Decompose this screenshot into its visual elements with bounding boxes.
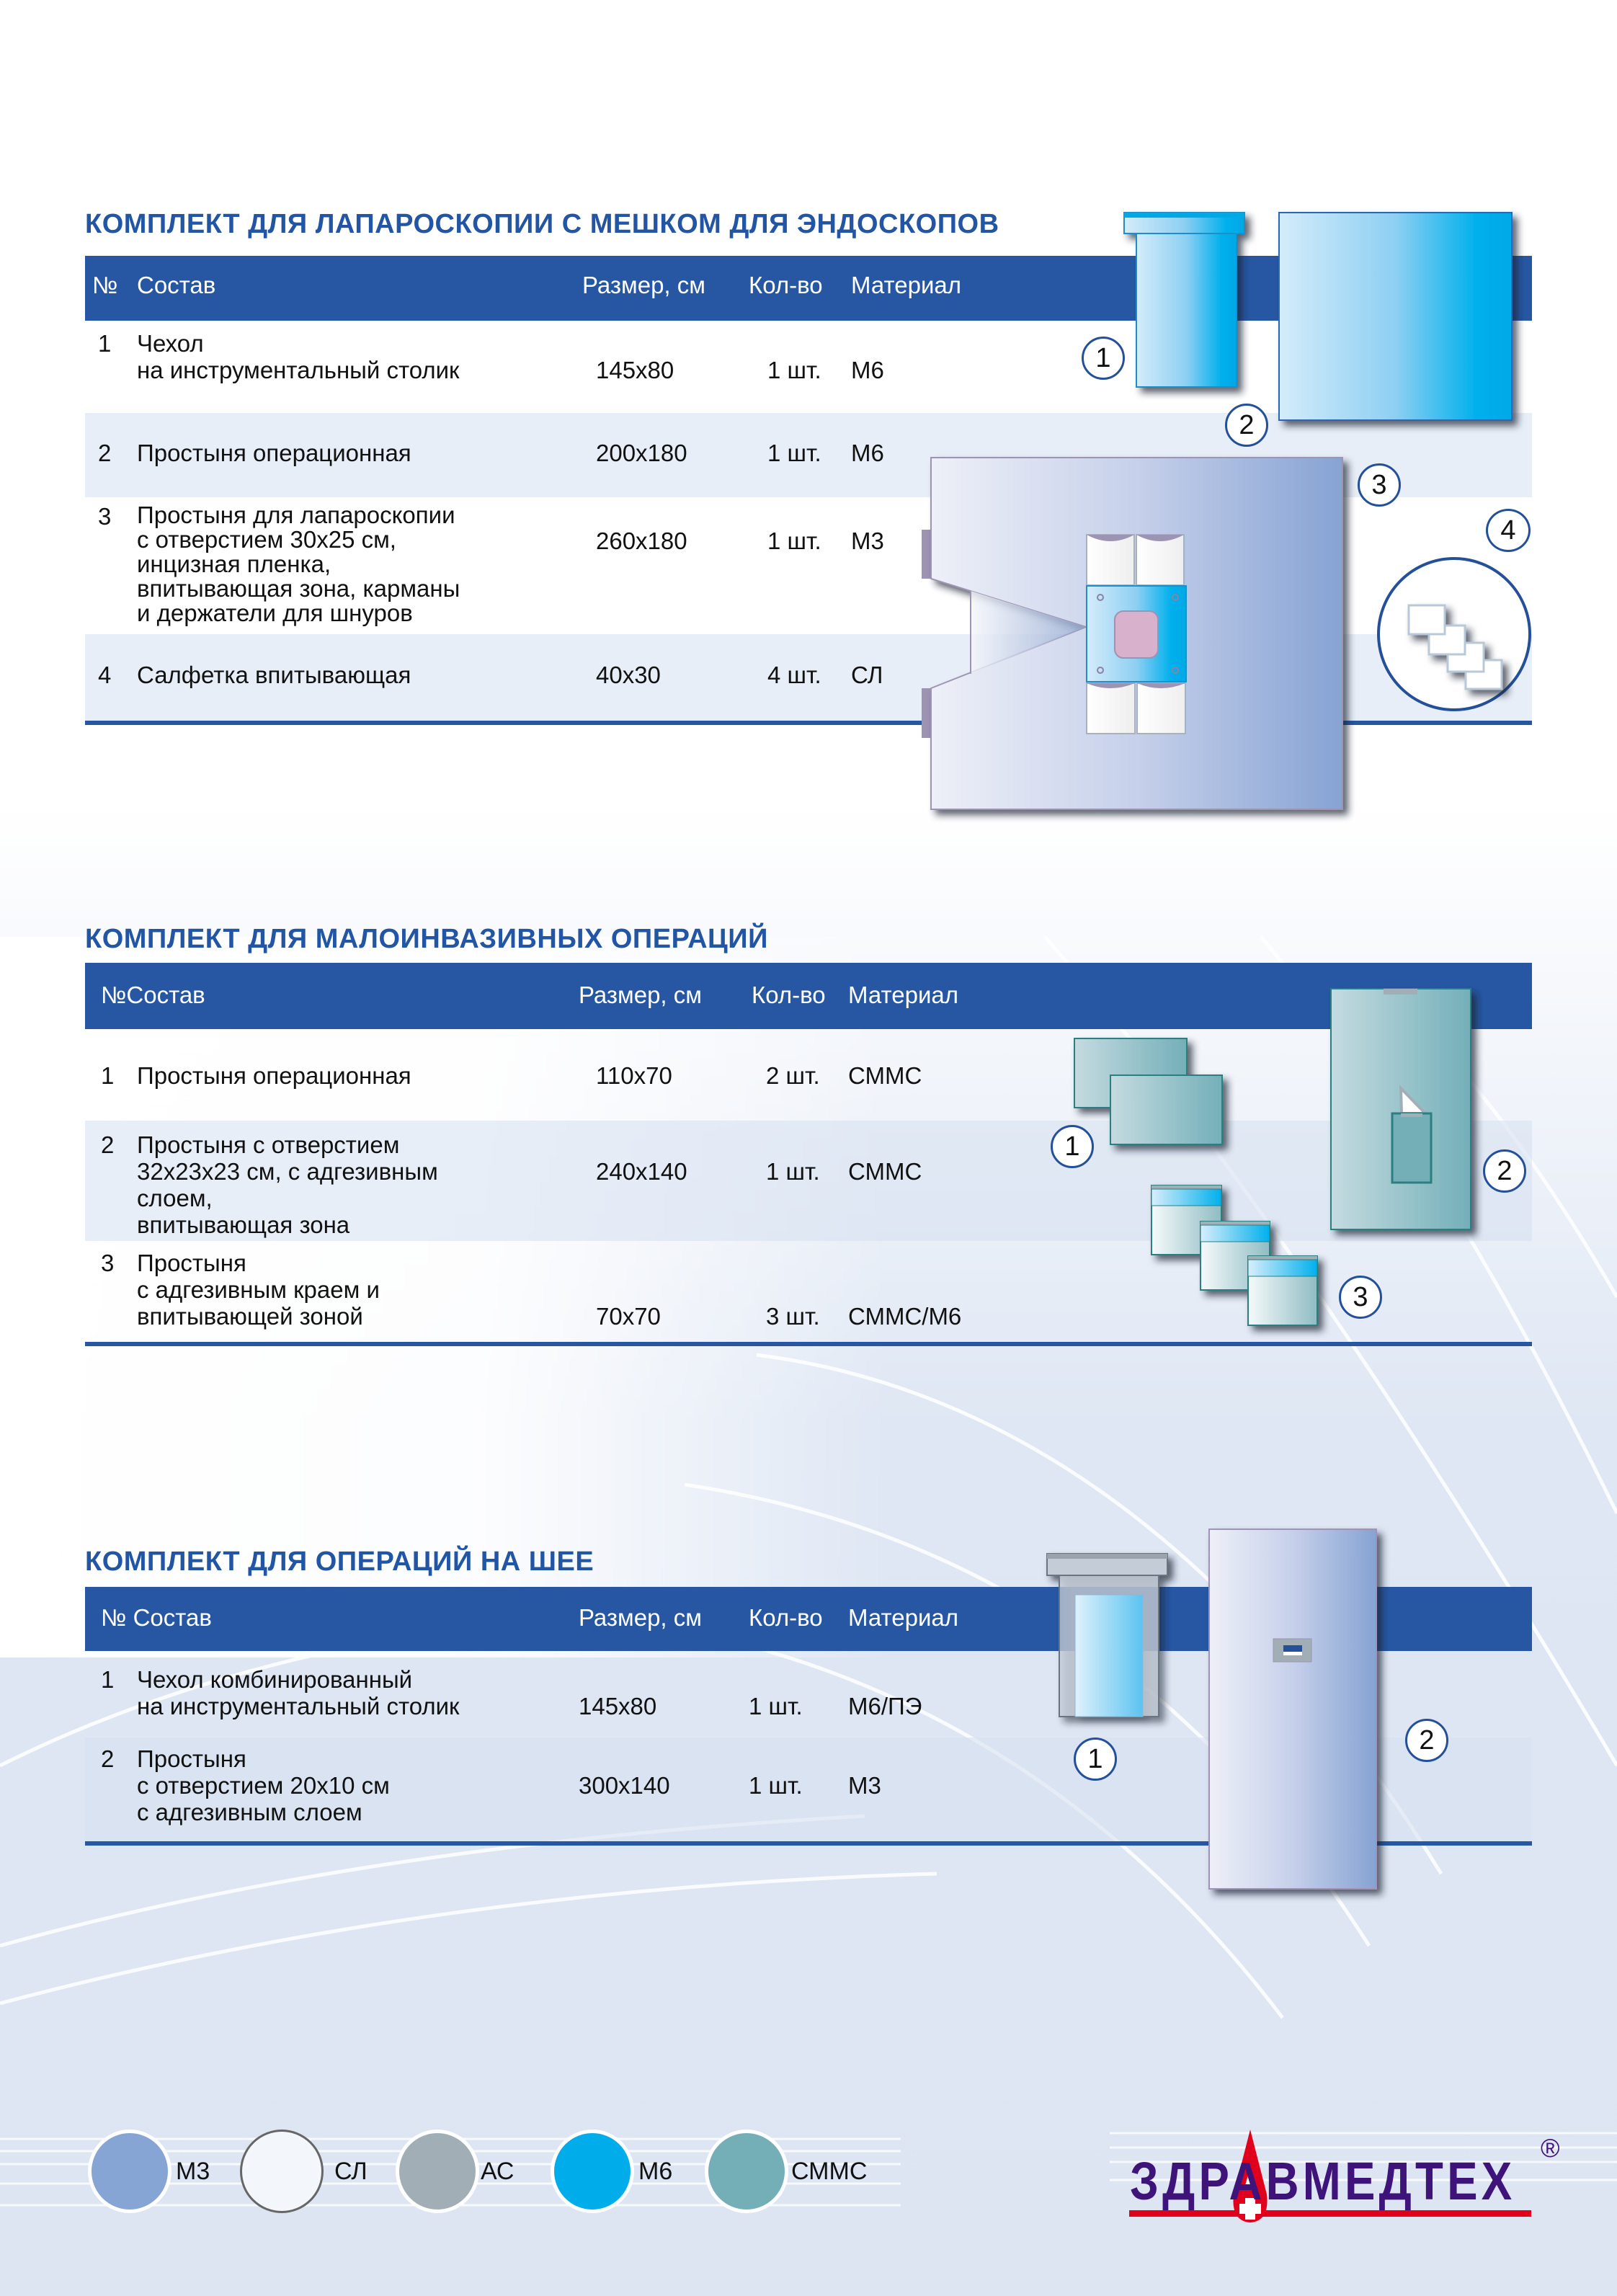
legend-swatch-m3 — [88, 2130, 172, 2213]
combined-cover-shape — [1047, 1554, 1167, 1717]
item-badge: 2 — [1405, 1719, 1448, 1762]
item-badge: 3 — [1339, 1276, 1382, 1319]
section-title: КОМПЛЕКТ ДЛЯ ОПЕРАЦИЙ НА ШЕЕ — [85, 1547, 594, 1577]
row-number: 3 — [98, 503, 112, 530]
item-name-line: с адгезивным слоем — [137, 1799, 362, 1825]
item-name-line: на инструментальный столик — [137, 1693, 460, 1719]
laparoscopy-drape-shape — [922, 458, 1342, 809]
fenestrated-drape-shape — [1209, 1529, 1376, 1889]
row-number: 2 — [101, 1745, 115, 1772]
item-name-line: Чехол комбинированный — [137, 1666, 413, 1693]
section-title: КОМПЛЕКТ ДЛЯ МАЛОИНВАЗИВНЫХ ОПЕРАЦИЙ — [85, 924, 768, 954]
operating-sheets-shape — [1074, 1038, 1222, 1144]
registered-mark: ® — [1541, 2133, 1560, 2163]
item-qty: 1 шт. — [767, 528, 821, 554]
row-number: 3 — [101, 1250, 115, 1276]
column-header-num-name: №Состав — [101, 982, 205, 1008]
item-material: СЛ — [851, 662, 883, 688]
column-header-size: Размер, см — [579, 1604, 702, 1631]
item-name-line: Салфетка впитывающая — [137, 662, 411, 688]
fenestrated-sheet-shape — [1331, 989, 1471, 1229]
item-name-line: Чехол — [137, 330, 204, 357]
item-material: М6 — [851, 357, 884, 383]
item-name-line: Простыня операционная — [137, 1062, 411, 1089]
item-size: 110x70 — [596, 1062, 672, 1089]
legend-label: СММС — [791, 2158, 868, 2185]
legend-swatch-m6 — [551, 2130, 634, 2213]
item-size: 240x140 — [596, 1158, 687, 1185]
item-size: 145x80 — [596, 357, 674, 383]
item-badge: 4 — [1486, 509, 1531, 552]
column-header-material: Материал — [848, 982, 958, 1008]
row-number: 1 — [101, 1062, 115, 1089]
item-name-line: с адгезивным краем и — [137, 1276, 380, 1303]
item-size: 70x70 — [596, 1303, 661, 1330]
column-header-qty: Кол-во — [749, 272, 823, 298]
minimally-invasive-kit-illustration — [1045, 973, 1549, 1348]
item-name-line: впитывающая зона, карманы — [137, 575, 460, 602]
legend-swatch-smms — [705, 2130, 788, 2213]
item-material: М3 — [848, 1772, 881, 1799]
item-name-line: 32x23x23 см, с адгезивным — [137, 1158, 438, 1185]
row-number: 2 — [98, 440, 112, 466]
item-badge: 1 — [1051, 1125, 1094, 1168]
item-material: М6/ПЭ — [848, 1693, 922, 1719]
item-size: 260x180 — [596, 528, 687, 554]
legend-label: М6 — [638, 2158, 673, 2185]
item-qty: 1 шт. — [749, 1693, 803, 1719]
item-name-line: с отверстием 30x25 см, — [137, 526, 396, 553]
table-cover-shape — [1124, 213, 1244, 387]
item-material: М3 — [851, 528, 884, 554]
column-header-size: Размер, см — [582, 272, 705, 298]
item-badge: 2 — [1225, 404, 1268, 447]
adhesive-sheets-shape — [1152, 1185, 1317, 1325]
legend-swatch-sl — [240, 2130, 324, 2213]
absorbent-wipes-shape — [1378, 559, 1530, 710]
column-header-size: Размер, см — [579, 982, 702, 1008]
operating-sheet-shape — [1279, 213, 1512, 420]
item-name-line: инцизная пленка, — [137, 551, 331, 577]
column-header-num: № — [92, 272, 118, 298]
item-material: М6 — [851, 440, 884, 466]
row-number: 2 — [101, 1131, 115, 1158]
item-qty: 1 шт. — [767, 440, 821, 466]
item-size: 300x140 — [579, 1772, 670, 1799]
item-qty: 1 шт. — [767, 357, 821, 383]
item-material: СММС/М6 — [848, 1303, 962, 1330]
item-size: 40x30 — [596, 662, 661, 688]
neck-surgery-kit-illustration — [1038, 1521, 1441, 1910]
column-header-qty: Кол-во — [752, 982, 826, 1008]
item-badge: 1 — [1074, 1737, 1117, 1781]
item-name-line: Простыня операционная — [137, 440, 411, 466]
item-name-line: впитывающая зона — [137, 1211, 350, 1238]
logo-text: ЗДРАВМЕДТЕХ — [1130, 2151, 1516, 2211]
item-badge: 3 — [1358, 463, 1401, 507]
item-name-line: и держатели для шнуров — [137, 600, 413, 626]
legend-label: АС — [481, 2158, 514, 2185]
column-header-material: Материал — [851, 272, 961, 298]
row-number: 4 — [98, 662, 112, 688]
item-qty: 3 шт. — [766, 1303, 820, 1330]
legend-swatch-as — [396, 2130, 479, 2213]
item-qty: 1 шт. — [749, 1772, 803, 1799]
item-material: СММС — [848, 1158, 922, 1185]
item-name-line: впитывающей зоной — [137, 1303, 363, 1330]
item-qty: 1 шт. — [766, 1158, 820, 1185]
column-header-name: Состав — [137, 272, 216, 298]
item-size: 200x180 — [596, 440, 687, 466]
row-number: 1 — [101, 1666, 115, 1693]
item-name-line: с отверстием 20x10 см — [137, 1772, 390, 1799]
item-name-line: Простыня с отверстием — [137, 1131, 400, 1158]
section-title: КОМПЛЕКТ ДЛЯ ЛАПАРОСКОПИИ С МЕШКОМ ДЛЯ ЭНДОСКОПОВ — [85, 209, 999, 239]
item-name-line: слоем, — [137, 1185, 213, 1211]
item-name-line: Простыня — [137, 1250, 246, 1276]
column-header-qty: Кол-во — [749, 1604, 823, 1631]
column-header-num-name: № Состав — [101, 1604, 212, 1631]
item-badge: 2 — [1483, 1149, 1526, 1193]
item-qty: 2 шт. — [766, 1062, 820, 1089]
item-material: СММС — [848, 1062, 922, 1089]
item-qty: 4 шт. — [767, 662, 821, 688]
legend-label: СЛ — [334, 2158, 368, 2185]
column-header-material: Материал — [848, 1604, 958, 1631]
brand-logo — [1124, 2126, 1571, 2227]
row-number: 1 — [98, 330, 112, 357]
item-name-line: Простыня — [137, 1745, 246, 1772]
legend-label: М3 — [176, 2158, 210, 2185]
item-name-line: Простыня для лапароскопии — [137, 502, 455, 528]
item-name-line: на инструментальный столик — [137, 357, 460, 383]
item-badge: 1 — [1082, 337, 1125, 380]
item-size: 145x80 — [579, 1693, 657, 1719]
